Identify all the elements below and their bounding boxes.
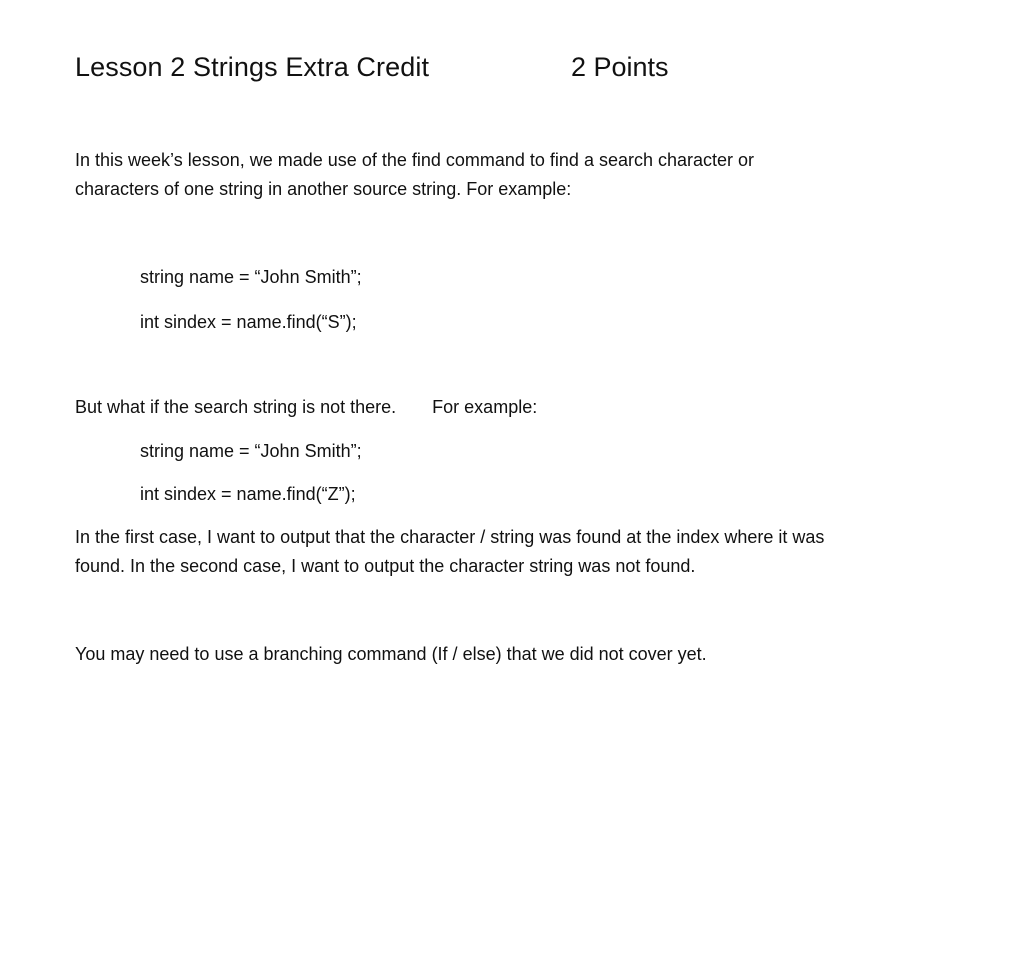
example-2-line-2: int sindex = name.find(“Z”);	[140, 484, 356, 504]
explanation-line-1: In the first case, I want to output that the character / string was found at the index where it was	[75, 527, 825, 547]
hint-paragraph: You may need to use a branching command (If / else) that we did not cover yet.	[75, 644, 707, 664]
intro-line-1: In this week’s lesson, we made use of the find command to find a search character or	[75, 150, 755, 170]
example-1-line-1: string name = “John Smith”;	[140, 267, 362, 287]
points-label: 2 Points	[571, 52, 669, 82]
explanation-paragraph	[75, 523, 824, 581]
explanation-line-2: found. In the second case, I want to output the character string was not found.	[75, 556, 696, 576]
example-2-line-1: string name = “John Smith”;	[140, 441, 362, 461]
intro-paragraph	[75, 146, 754, 204]
example-1-line-2: int sindex = name.find(“S”);	[140, 312, 357, 332]
question-text: But what if the search string is not there.	[75, 397, 397, 417]
page-title: Lesson 2 Strings Extra Credit	[75, 52, 430, 82]
intro-line-2: characters of one string in another source string. For example:	[75, 179, 572, 199]
question-paragraph	[75, 393, 537, 422]
question-suffix: For example:	[432, 397, 538, 417]
